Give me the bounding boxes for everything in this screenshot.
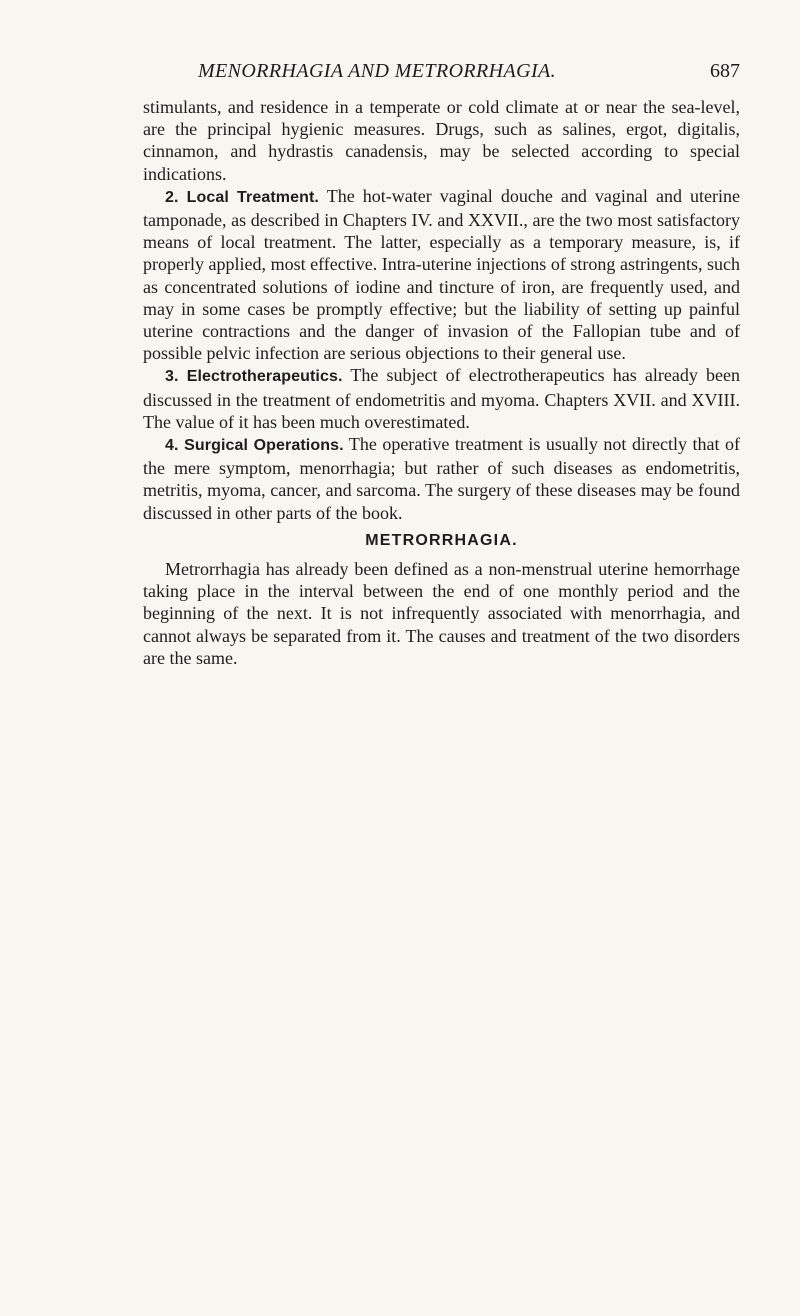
local-treatment-paragraph	[143, 185, 740, 365]
opening-paragraph: stimulants, and residence in a temperate or cold climate at or near the sea-level, are the principal hygienic measures. Drugs, such as salines, ergot, digitalis, cinnamon, and hydrastis canadensis, may be selected according to special indications.	[143, 97, 740, 184]
page-header	[143, 60, 740, 86]
running-title: MENORRHAGIA AND METRORRHAGIA.	[198, 60, 557, 82]
electrotherapeutics-paragraph	[143, 364, 740, 433]
local-treatment-text: The hot-water vaginal douche and vaginal and uterine tamponade, as described in Chapters IV. and XXVII., are the two most satisfactory means of local treatment. The latter, especially as a temporary measure, is, if properly applied, most effective. Intra-uterine injections of strong astringents, such as concentrated solutions of iodine and tincture of iron, are frequently used, and may in some cases be promptly effective; but the liability of setting up painful uterine contractions and the danger of invasion of the Fallopian tube and of possible pelvic infection are serious objections to their general use.	[143, 185, 741, 364]
surgical-operations-text: The operative treatment is usually not directly that of the mere symptom, menorrhagia; but rather of such diseases as endometritis, metritis, myoma, cancer, and sarcoma. The surgery of these diseases may be found discussed in other parts of the book.	[143, 434, 741, 523]
main-text	[143, 96, 740, 669]
electrotherapeutics-number: 3.	[165, 368, 179, 386]
local-treatment-number: 2.	[165, 188, 179, 206]
electrotherapeutics-heading: Electrotherapeutics.	[186, 368, 343, 386]
surgical-operations-number: 4.	[165, 437, 179, 455]
surgical-operations-paragraph	[143, 433, 740, 524]
metrorrhagia-heading: METRORRHAGIA.	[365, 531, 518, 549]
page-number: 687	[710, 60, 740, 82]
metrorrhagia-paragraph: Metrorrhagia has already been defined as a non-menstrual uterine hemorrhage taking place in the interval between the end of one monthly period and the beginning of the next. It is not infrequently associated with menorrhagia, and cannot always be separated from it. The causes and treatment of the two disorders are the same.	[143, 559, 740, 668]
local-treatment-heading: Local Treatment.	[186, 188, 319, 206]
electrotherapeutics-text: The subject of electrotherapeutics has already been discussed in the treatment of endometritis and myoma. Chapters XVII. and XVIII. The value of it has been much overestimated.	[143, 365, 740, 432]
surgical-operations-heading: Surgical Operations.	[184, 437, 344, 455]
